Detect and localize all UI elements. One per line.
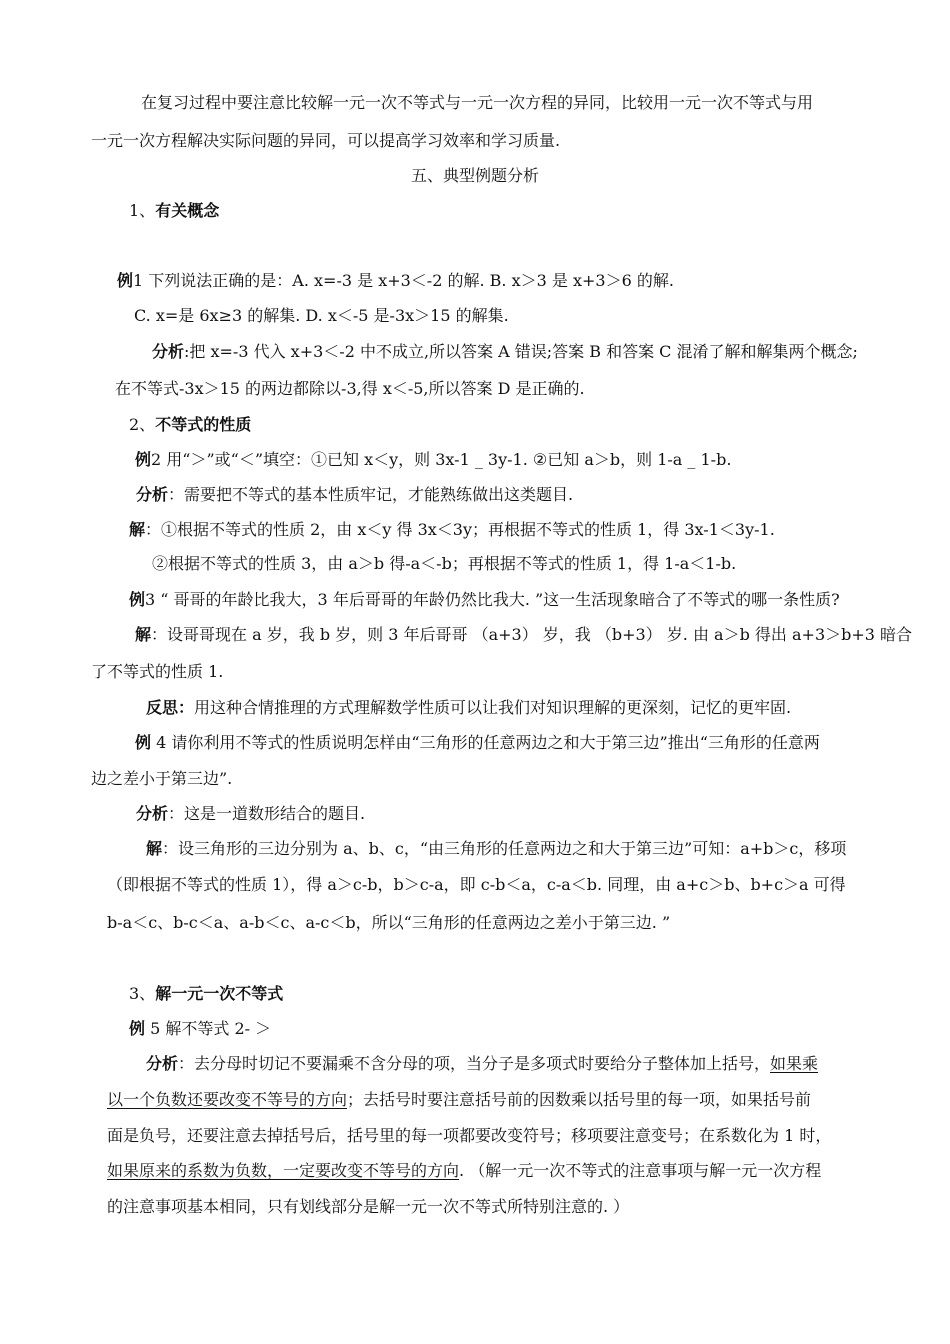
example-5-text: 5 解不等式 2- ＞ (145, 1019, 272, 1038)
solution-label: 解 (146, 839, 163, 858)
solution-text: ：①根据不等式的性质 2，由 x＜y 得 3x＜3y；再根据不等式的性质 1，得 3x-1＜3y-1. (145, 520, 775, 539)
reflection-text: 用这种合情推理的方式理解数学性质可以让我们对知识理解的更深刻，记忆的更牢固. (194, 698, 792, 717)
analysis-text: :把 x=-3 代入 x+3＜-2 中不成立,所以答案 A 错误;答案 B 和答案 C 混淆了解和解集两个概念; (184, 342, 858, 361)
example-1-analysis-line-2: 在不等式-3x＞15 的两边都除以-3,得 x＜-5,所以答案 D 是正确的. (115, 379, 585, 398)
example-3-solution-1 (135, 624, 912, 646)
analysis-text: ：这是一道数形结合的题目. (168, 804, 366, 823)
example-4 (135, 732, 820, 754)
example-2-solution-1 (129, 519, 775, 541)
example-1-analysis (152, 341, 858, 363)
example-4-analysis (136, 803, 365, 825)
example-4-line-2: 边之差小于第三边”. (91, 769, 233, 788)
example-4-solution-2: （即根据不等式的性质 1），得 a＞c-b，b＞c-a，即 c-b＜a，c-a＜b. 同理，由 a+c＞b、b+c＞a 可得 (107, 875, 846, 894)
example-5 (129, 1018, 271, 1040)
example-2-label: 例 (135, 450, 152, 469)
example-4-text: 4 请你利用不等式的性质说明怎样由“三角形的任意两边之和大于第三边”推出“三角形的任意两 (151, 733, 820, 752)
part3-heading (129, 983, 283, 1005)
solution-label: 解 (129, 520, 146, 539)
example-4-label: 例 (135, 733, 152, 752)
example-5-analysis-4 (107, 1160, 821, 1182)
example-4-solution-3: b-a＜c、b-c＜a、a-b＜c、a-c＜b，所以“三角形的任意两边之差小于第三边. ” (107, 913, 671, 932)
example-1-label: 例 (117, 271, 134, 290)
example-1-options-cd: C. x=是 6x≥3 的解集. D. x＜-5 是-3x＞15 的解集. (134, 306, 509, 325)
analysis-label: 分析 (136, 804, 169, 823)
part2-heading (129, 414, 251, 436)
part2-number: 2、 (129, 415, 156, 434)
example-5-analysis-1 (146, 1053, 818, 1075)
analysis-label: 分析 (152, 342, 185, 361)
example-1-text: 1 下列说法正确的是：A. x=-3 是 x+3＜-2 的解. B. x＞3 是 x+3＞6 的解. (133, 271, 674, 290)
analysis-text: ：需要把不等式的基本性质牢记，才能熟练做出这类题目. (168, 485, 574, 504)
example-4-solution-1 (146, 838, 846, 860)
solution-text: ：设三角形的三边分别为 a、b、c，“由三角形的任意两边之和大于第三边”可知：a+b＞c，移项 (162, 839, 847, 858)
part3-title: 解一元一次不等式 (155, 984, 284, 1003)
analysis-text: ；去括号时要注意括号前的因数乘以括号里的每一项，如果括号前 (347, 1090, 812, 1109)
example-3-label: 例 (129, 590, 146, 609)
analysis-text: ：去分母时切记不要漏乘不含分母的项，当分子是多项式时要给分子整体加上括号， (178, 1054, 771, 1073)
analysis-text: . （解一元一次不等式的注意事项与解一元一次方程 (459, 1161, 822, 1180)
analysis-label: 分析 (136, 485, 169, 504)
example-5-analysis-3: 面是负号，还要注意去掉括号后，括号里的每一项都要改变符号；移项要注意变号；在系数化为 1 时， (107, 1126, 832, 1145)
reflection (146, 697, 791, 719)
part1-heading (129, 200, 219, 222)
example-2-text: 2 用“＞”或“＜”填空：①已知 x＜y，则 3x-1 _ 3y-1. ②已知 a＞b，则 1-a _ 1-b. (151, 450, 732, 469)
underlined-note: 以一个负数还要改变不等号的方向 (107, 1090, 348, 1109)
example-2-analysis (136, 484, 573, 506)
part2-title: 不等式的性质 (155, 415, 252, 434)
example-3 (129, 589, 840, 611)
example-3-solution-2: 了不等式的性质 1. (91, 662, 224, 681)
underlined-note: 如果乘 (770, 1054, 819, 1073)
section-title: 五、典型例题分析 (410, 166, 539, 185)
part1-number: 1、 (129, 201, 156, 220)
example-1 (117, 270, 674, 292)
solution-label: 解 (135, 625, 152, 644)
reflection-label: 反思： (146, 698, 195, 717)
underlined-note: 如果原来的系数为负数，一定要改变不等号的方向 (107, 1161, 460, 1180)
part3-number: 3、 (129, 984, 156, 1003)
example-2 (135, 449, 731, 471)
example-5-label: 例 (129, 1019, 146, 1038)
example-2-solution-2: ②根据不等式的性质 3，由 a＞b 得-a＜-b；再根据不等式的性质 1，得 1-a＜1-b. (152, 554, 737, 573)
solution-text: ：设哥哥现在 a 岁，我 b 岁，则 3 年后哥哥 （a+3） 岁，我 （b+3） 岁. 由 a＞b 得出 a+3＞b+3 暗合 (151, 625, 913, 644)
example-5-analysis-5: 的注意事项基本相同，只有划线部分是解一元一次不等式所特别注意的. ） (107, 1197, 630, 1216)
intro-line-2: 一元一次方程解决实际问题的异同，可以提高学习效率和学习质量. (91, 131, 561, 150)
analysis-label: 分析 (146, 1054, 179, 1073)
example-5-analysis-2 (107, 1089, 811, 1111)
part1-title: 有关概念 (155, 201, 220, 220)
example-3-text: 3 “ 哥哥的年龄比我大，3 年后哥哥的年龄仍然比我大. ”这一生活现象暗合了不等式的哪一条性质? (145, 590, 840, 609)
intro-line-1: 在复习过程中要注意比较解一元一次不等式与一元一次方程的异同，比较用一元一次不等式与用 (141, 93, 814, 112)
